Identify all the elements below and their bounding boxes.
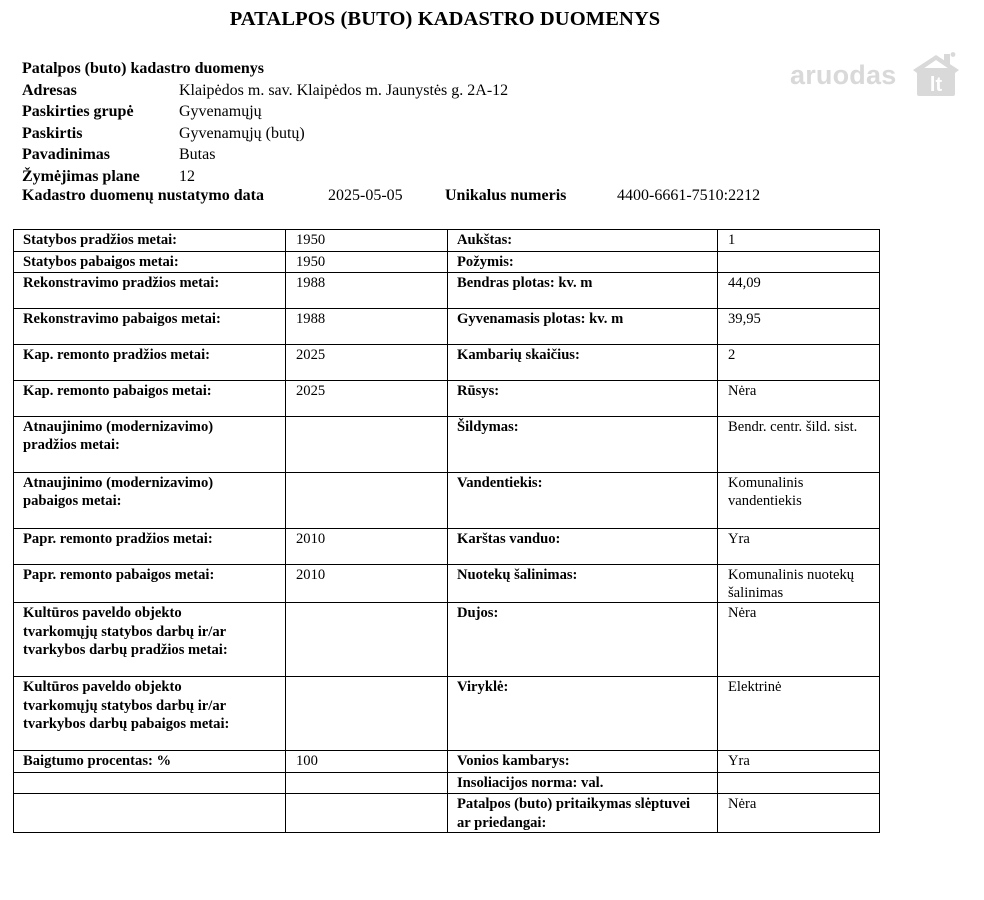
table-value-cell [718, 381, 880, 417]
cell-line: 44,09 [728, 275, 761, 291]
cadastre-table [13, 229, 880, 833]
table-label-cell [14, 417, 286, 473]
table-value-cell [718, 309, 880, 345]
table-value-cell [718, 603, 880, 677]
table-row [14, 252, 880, 273]
cell-line: Šildymas: [457, 419, 519, 435]
table-value-cell [286, 252, 448, 273]
table-value-cell [718, 773, 880, 794]
table-label-cell [14, 529, 286, 565]
table-value-cell [718, 677, 880, 751]
cell-line: tvarkomųjų statybos darbų ir/ar [23, 697, 227, 714]
info-label: Žymėjimas plane [22, 167, 140, 185]
cell-line: Statybos pradžios metai: [23, 232, 178, 248]
table-value-cell [286, 309, 448, 345]
info-heading: Patalpos (buto) kadastro duomenys [22, 60, 264, 77]
table-row [14, 345, 880, 381]
table-value-cell [286, 751, 448, 773]
cell-line: Insoliacijos norma: val. [457, 775, 604, 792]
table-value-cell [286, 345, 448, 381]
unique-number-label: Unikalus numeris [445, 187, 567, 204]
table-label-cell [448, 565, 718, 603]
cell-line: Vonios kambarys: [457, 753, 570, 770]
table-row [14, 381, 880, 417]
table-value-cell [718, 345, 880, 381]
cell-line: Patalpos (buto) pritaikymas slėptuvei [457, 796, 691, 813]
table-value-cell [718, 252, 880, 273]
cell-line: 2025 [296, 347, 326, 363]
table-value-cell [718, 417, 880, 473]
table-value-cell [286, 273, 448, 309]
table-row [14, 751, 880, 773]
table-label-cell [448, 345, 718, 381]
cell-line: Bendr. centr. šild. sist. [728, 419, 858, 435]
info-label: Adresas [22, 81, 77, 99]
table-value-cell [286, 230, 448, 252]
cell-line: šalinimas [728, 585, 784, 602]
table-label-cell [14, 309, 286, 345]
table-value-cell [286, 473, 448, 529]
table-row [14, 677, 880, 751]
cell-line: Statybos pabaigos metai: [23, 254, 179, 270]
cell-line: tvarkybos darbų pradžios metai: [23, 641, 228, 658]
info-value: 12 [179, 167, 195, 185]
table-label-cell [448, 273, 718, 309]
table-value-cell [286, 381, 448, 417]
table-value-cell [718, 751, 880, 773]
cell-line: Dujos: [457, 605, 499, 622]
table-label-cell [448, 794, 718, 832]
table-label-cell [448, 773, 718, 794]
cell-line: Atnaujinimo (modernizavimo) [23, 475, 214, 491]
cell-line: 1950 [296, 232, 326, 248]
table-label-cell [14, 345, 286, 381]
table-value-cell [286, 603, 448, 677]
cell-line: Baigtumo procentas: % [23, 753, 172, 770]
table-value-cell [718, 794, 880, 832]
cell-line: tvarkomųjų statybos darbų ir/ar [23, 623, 227, 640]
table-value-cell [718, 529, 880, 565]
table-label-cell [448, 603, 718, 677]
table-label-cell [14, 273, 286, 309]
svg-text:lt: lt [929, 74, 943, 96]
table-label-cell [448, 309, 718, 345]
cell-line: Papr. remonto pabaigos metai: [23, 567, 215, 583]
date-label: Kadastro duomenų nustatymo data [22, 187, 264, 204]
cell-line: Viryklė: [457, 679, 509, 696]
table-label-cell [448, 529, 718, 565]
table-label-cell [448, 751, 718, 773]
cell-line: Gyvenamasis plotas: kv. m [457, 311, 624, 327]
table-row [14, 773, 880, 794]
cell-line: tvarkybos darbų pabaigos metai: [23, 715, 230, 732]
table-label-cell [14, 677, 286, 751]
cell-line: Nuotekų šalinimas: [457, 567, 578, 583]
cell-line: Požymis: [457, 254, 514, 270]
cell-line: 1950 [296, 254, 326, 270]
table-value-cell [286, 417, 448, 473]
info-label: Paskirtis [22, 124, 83, 142]
cell-line: Komunalinis [728, 475, 804, 491]
table-row [14, 473, 880, 529]
info-value: Gyvenamųjų (butų) [179, 124, 305, 142]
table-label-cell [448, 473, 718, 529]
table-label-cell [448, 230, 718, 252]
cell-line: 1988 [296, 311, 326, 327]
table-value-cell [718, 565, 880, 603]
cell-line: Rekonstravimo pradžios metai: [23, 275, 220, 291]
info-row-purpose [22, 123, 508, 145]
cell-line: Yra [728, 531, 750, 547]
table-value-cell [286, 773, 448, 794]
table-label-cell [448, 252, 718, 273]
cell-line: Kap. remonto pabaigos metai: [23, 383, 212, 399]
table-row [14, 417, 880, 473]
cell-line: Nėra [728, 796, 757, 813]
table-row [14, 309, 880, 345]
table-value-cell [286, 677, 448, 751]
cell-line: Aukštas: [457, 232, 513, 248]
info-label: Pavadinimas [22, 146, 111, 164]
table-label-cell [14, 751, 286, 773]
cell-line: 2010 [296, 531, 326, 547]
cell-line: 1988 [296, 275, 326, 291]
cell-line: 1 [728, 232, 736, 248]
table-label-cell [448, 381, 718, 417]
cell-line: Atnaujinimo (modernizavimo) [23, 419, 214, 435]
cell-line: Kambarių skaičius: [457, 347, 580, 363]
table-value-cell [718, 473, 880, 529]
table-value-cell [286, 565, 448, 603]
info-value: Gyvenamųjų [179, 103, 262, 121]
cell-line: 2025 [296, 383, 326, 399]
table-row [14, 273, 880, 309]
page-title: PATALPOS (BUTO) KADASTRO DUOMENYS [229, 8, 661, 30]
cell-line: Kap. remonto pradžios metai: [23, 347, 210, 363]
cell-line: ar priedangai: [457, 814, 547, 831]
aruodas-logo [788, 52, 960, 96]
table-label-cell [14, 794, 286, 832]
table-label-cell [14, 473, 286, 529]
cell-line: Komunalinis nuotekų [728, 567, 855, 583]
info-value: Butas [179, 146, 216, 164]
cell-line: Kultūros paveldo objekto [23, 605, 182, 622]
cell-line: 100 [296, 753, 318, 770]
logo-text: aruodas [790, 60, 897, 90]
cell-line: Nėra [728, 605, 757, 622]
table-label-cell [14, 381, 286, 417]
table-label-cell [14, 603, 286, 677]
cell-line: 2 [728, 347, 736, 363]
cadastre-info [22, 58, 508, 188]
table-row [14, 565, 880, 603]
table-value-cell [286, 794, 448, 832]
info-row-plan-mark [22, 166, 508, 188]
unique-number-value: 4400-6661-7510:2212 [617, 187, 761, 204]
info-label: Paskirties grupė [22, 103, 134, 121]
cell-line: 39,95 [728, 311, 761, 327]
cell-line: Bendras plotas: kv. m [457, 275, 593, 291]
info-row-address [22, 80, 508, 102]
table-row [14, 794, 880, 832]
table-row [14, 603, 880, 677]
cell-line: Nėra [728, 383, 757, 399]
info-value: Klaipėdos m. sav. Klaipėdos m. Jaunystės g. 2A-12 [179, 81, 509, 99]
cell-line: Karštas vanduo: [457, 531, 561, 547]
table-label-cell [14, 230, 286, 252]
table-value-cell [286, 529, 448, 565]
cell-line: Elektrinė [728, 679, 782, 696]
table-row [14, 529, 880, 565]
table-value-cell [718, 273, 880, 309]
cell-line: Kultūros paveldo objekto [23, 679, 182, 696]
cell-line: Rekonstravimo pabaigos metai: [23, 311, 221, 327]
cell-line: vandentiekis [728, 493, 802, 510]
table-label-cell [14, 252, 286, 273]
cell-line: pabaigos metai: [23, 493, 122, 510]
cell-line: Yra [728, 753, 750, 770]
table-value-cell [718, 230, 880, 252]
info-row-name [22, 144, 508, 166]
date-value: 2025-05-05 [328, 187, 403, 204]
cell-line: Rūsys: [457, 383, 500, 399]
info-row-purpose-group [22, 101, 508, 123]
table-label-cell [448, 417, 718, 473]
cell-line: pradžios metai: [23, 437, 120, 454]
table-label-cell [14, 565, 286, 603]
table-label-cell [448, 677, 718, 751]
cell-line: 2010 [296, 567, 326, 583]
cell-line: Papr. remonto pradžios metai: [23, 531, 213, 547]
house-icon [912, 52, 960, 96]
table-label-cell [14, 773, 286, 794]
table-row [14, 230, 880, 252]
cell-line: Vandentiekis: [457, 475, 543, 491]
